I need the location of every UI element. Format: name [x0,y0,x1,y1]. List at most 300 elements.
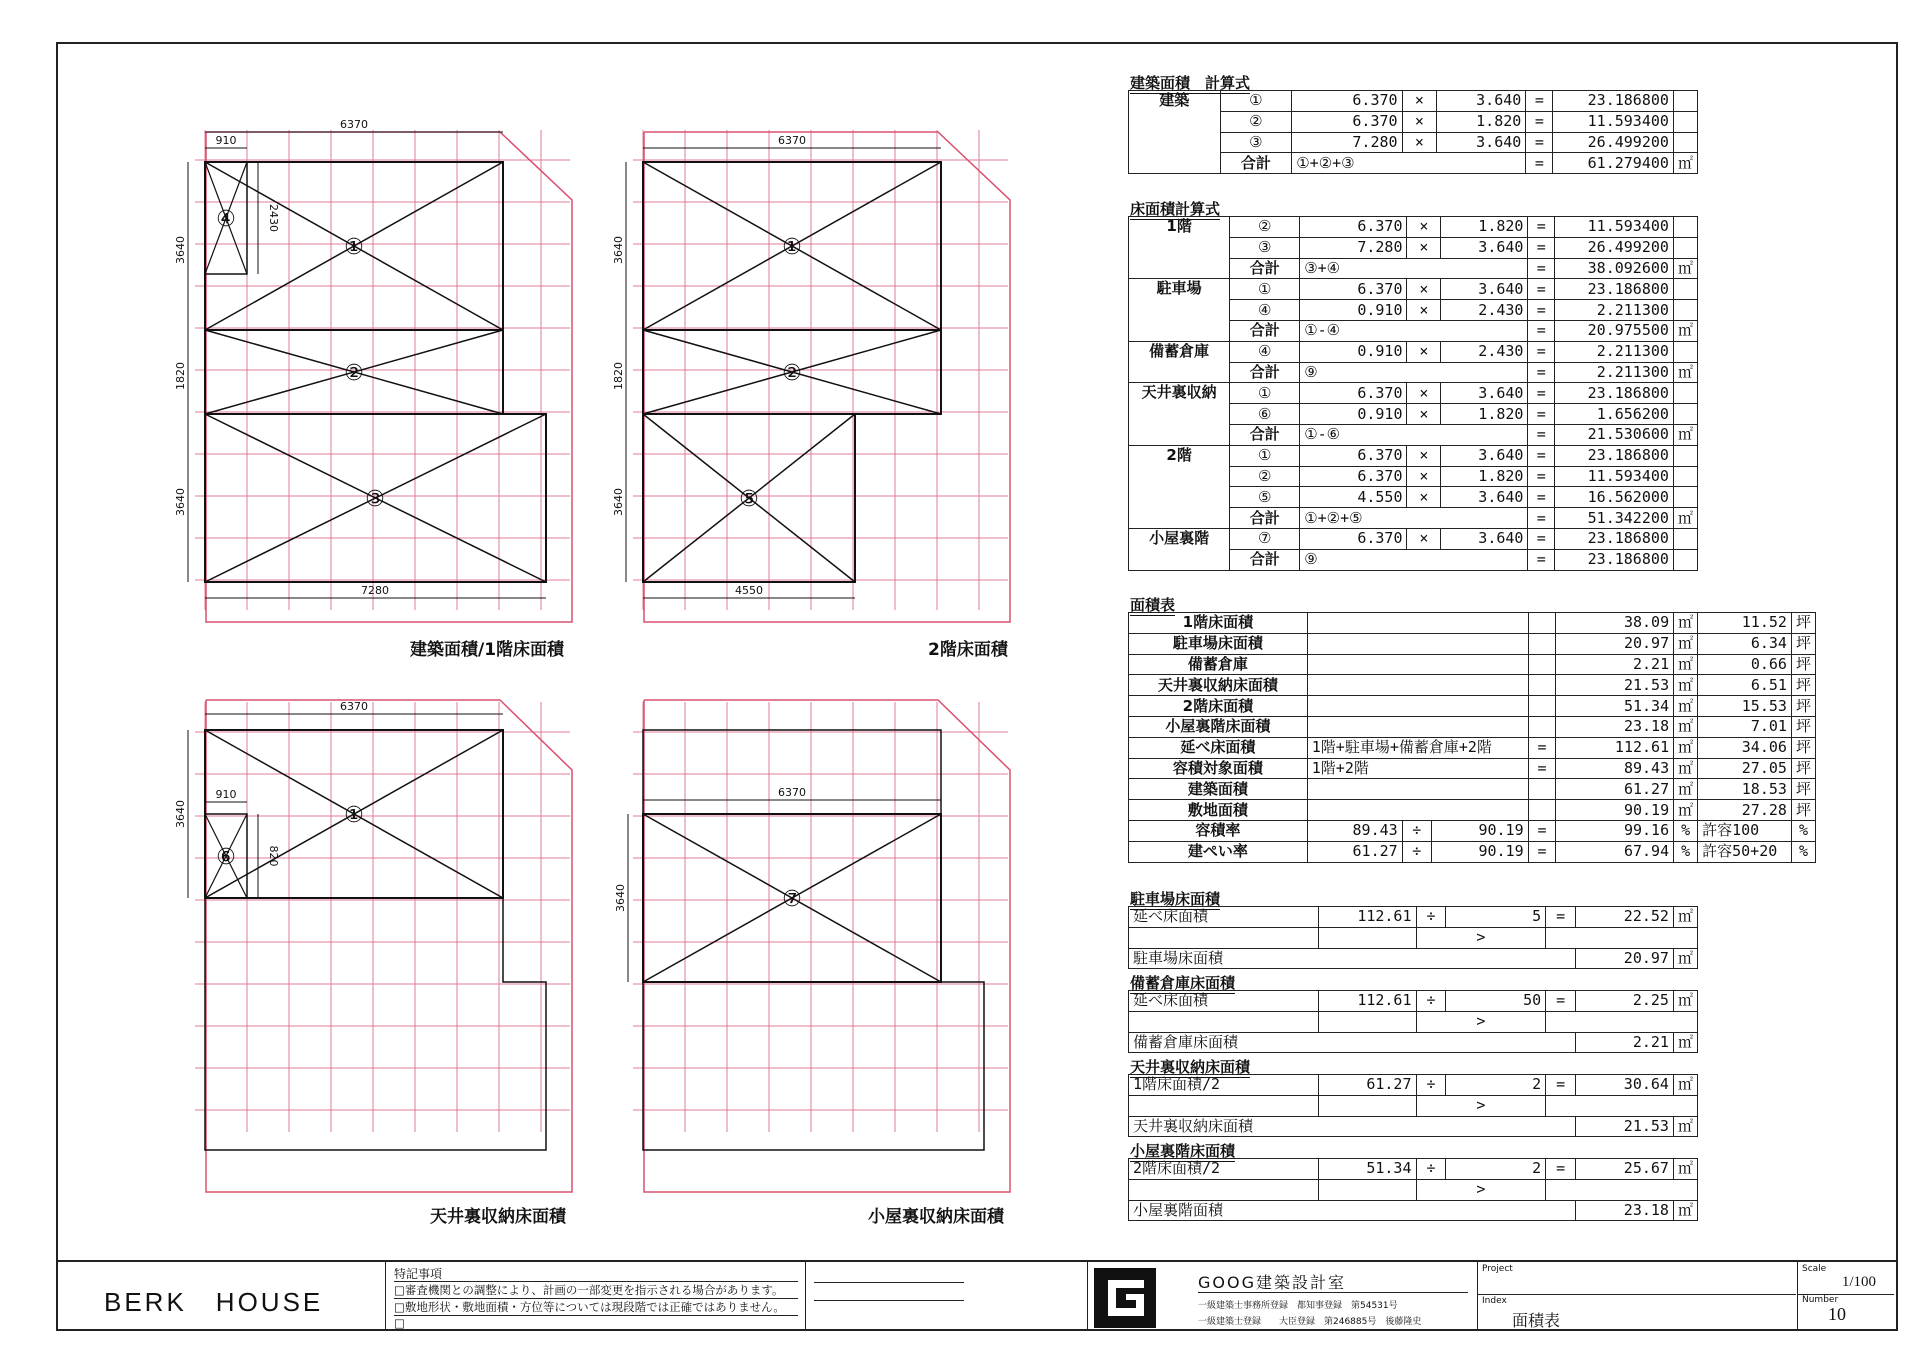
dim-top-small: 910 [215,134,237,147]
table-cell: 21.53 [1576,1116,1674,1137]
table-cell: ④ [1230,300,1300,321]
table-cell: 112.61 [1318,907,1416,928]
table-cell: 0.910 [1300,341,1407,362]
table-cell: = [1528,737,1556,758]
table-cell: 坪 [1791,654,1815,675]
table-cell: ⑨ [1300,362,1528,383]
table-row [1129,1011,1698,1032]
table-cell: 7.280 [1300,237,1407,258]
check-table [1128,906,1698,969]
title-block [56,1260,1898,1331]
table-cell: 6.370 [1300,279,1407,300]
table-cell: 30.64 [1576,1075,1674,1096]
firm-reg-2: 一級建築士登録 大臣登録 第246885号 後藤隆史 [1198,1317,1422,1327]
table-row [1129,927,1698,948]
table-cell [1673,237,1697,258]
table-cell: 2.21 [1576,1032,1674,1053]
area-label: ③ [365,487,385,512]
table-cell: ㎡ [1673,320,1697,341]
table-cell: ㎡ [1673,907,1697,928]
table-cell: ÷ [1402,841,1431,862]
table-cell: ㎡ [1674,800,1698,821]
check-title: 備蓄倉庫床面積 [1130,974,1236,992]
table-cell: ㎡ [1673,1200,1697,1221]
table-cell: 6.370 [1300,383,1407,404]
table-cell: 小屋裏階面積 [1129,1200,1576,1221]
table-cell: 5 [1446,907,1546,928]
group-label: 天井裏収納 [1129,383,1230,445]
table-cell: 25.67 [1576,1159,1674,1180]
group-label: 駐車場 [1129,279,1230,341]
table-cell [1546,1011,1698,1032]
table-cell: ÷ [1416,991,1446,1012]
table-cell [1528,696,1556,717]
kenchiku-table [1128,90,1698,174]
table-cell: ㎡ [1673,424,1697,445]
table-cell: = [1528,528,1555,549]
table-cell: ㎡ [1673,1159,1697,1180]
plan-svg [174,118,600,640]
table-cell: 21.530600 [1555,424,1674,445]
table-cell: ①+②+③ [1292,153,1526,174]
table-cell: = [1528,341,1555,362]
table-cell [1546,1095,1698,1116]
table-cell [1307,696,1528,717]
table-cell: 1.820 [1441,404,1528,425]
table-cell: 3.640 [1437,91,1526,112]
table-cell: = [1528,362,1555,383]
project-index-cell [1478,1262,1798,1331]
table-cell: 15.53 [1698,696,1792,717]
table-cell: 89.43 [1556,758,1674,779]
table-cell: 0.910 [1300,300,1407,321]
firm-name: GOOG建築設計室 [1198,1273,1346,1292]
table-cell: ㎡ [1674,737,1698,758]
table-cell: ㎡ [1673,1075,1697,1096]
table-cell [1307,654,1528,675]
table-cell: 延べ床面積 [1129,737,1308,758]
table-cell: 2.211300 [1555,341,1674,362]
table-cell: 90.19 [1431,841,1528,862]
area-label: ① [344,803,364,828]
scale-value: 1/100 [1841,1274,1876,1290]
table-cell [1307,675,1528,696]
dim-top: 6370 [778,134,806,147]
table-row [1129,383,1698,404]
table-cell: ㎡ [1673,508,1697,529]
table-row [1129,696,1816,717]
table-cell: ㎡ [1674,696,1698,717]
table-cell: = [1528,549,1555,570]
table-cell: 合計 [1230,320,1300,341]
table-cell: = [1528,841,1556,862]
table-cell: 3.640 [1441,487,1528,508]
table-cell: ⑥ [1230,404,1300,425]
table-row [1129,948,1698,969]
table-cell: 51.34 [1318,1159,1416,1180]
table-cell: 27.05 [1698,758,1792,779]
table-cell [1673,91,1697,112]
table-cell: ①-④ [1300,320,1528,341]
table-cell: 6.34 [1698,633,1792,654]
menseki-title: 面積表 [1130,596,1176,614]
table-cell: 2.430 [1441,341,1528,362]
table-cell: ㎡ [1673,153,1697,174]
table-cell: 99.16 [1556,820,1674,841]
table-cell: 6.51 [1698,675,1792,696]
table-cell: 坪 [1791,675,1815,696]
area-label: ④ [216,207,236,232]
table-cell: ㎡ [1674,675,1698,696]
table-cell: 11.593400 [1555,466,1674,487]
table-cell: 11.52 [1698,613,1792,634]
table-cell: 駐車場床面積 [1129,948,1576,969]
table-cell: 11.593400 [1553,111,1674,132]
project-label: Project [1482,1264,1513,1274]
table-cell: 6.370 [1292,91,1402,112]
table-cell: 2.211300 [1555,300,1674,321]
table-cell: 1.820 [1441,217,1528,238]
index-label: Index [1482,1296,1507,1306]
table-cell [1673,300,1697,321]
table-cell: 2.430 [1441,300,1528,321]
table-cell: ㎡ [1674,779,1698,800]
table-row [1129,217,1698,238]
table-cell: 天井裏収納床面積 [1129,1116,1576,1137]
table-cell: % [1674,841,1698,862]
table-cell: ㎡ [1674,633,1698,654]
table-cell: ① [1230,445,1300,466]
table-cell: 6.370 [1300,445,1407,466]
table-cell: 51.342200 [1555,508,1674,529]
menseki-table [1128,612,1816,863]
table-cell: 112.61 [1556,737,1674,758]
table-cell: 3.640 [1441,445,1528,466]
dim-left-upper: 3640 [612,236,625,264]
table-cell [1528,654,1556,675]
table-cell: 1.820 [1437,111,1526,132]
table-cell: × [1407,466,1441,487]
table-cell: = [1528,487,1555,508]
note-2: □敷地形状・敷地面積・方位等については現段階では正確ではありません。 [394,1298,798,1315]
table-cell [1129,1011,1319,1032]
table-cell: 合計 [1230,424,1300,445]
table-cell: × [1407,217,1441,238]
table-row [1129,91,1698,112]
table-cell: = [1528,320,1555,341]
table-cell: = [1526,91,1553,112]
table-cell [1673,528,1697,549]
table-cell: 6.370 [1300,528,1407,549]
table-cell: 1.656200 [1555,404,1674,425]
table-cell: ② [1230,466,1300,487]
table-cell: = [1546,1075,1576,1096]
table-cell: 坪 [1791,758,1815,779]
table-cell: ③ [1230,237,1300,258]
table-row [1129,907,1698,928]
table-cell: ① [1230,383,1300,404]
table-row [1129,1179,1698,1200]
table-cell: ② [1230,217,1300,238]
table-cell: = [1546,907,1576,928]
dim-left-lower: 3640 [612,488,625,516]
table-cell [1528,716,1556,737]
table-cell: 89.43 [1307,820,1402,841]
table-cell [1673,445,1697,466]
table-cell: 坪 [1791,779,1815,800]
table-cell [1673,217,1697,238]
table-cell: ⑤ [1230,487,1300,508]
table-cell: 20.975500 [1555,320,1674,341]
table-cell: = [1528,258,1555,279]
table-cell: = [1546,991,1576,1012]
table-cell: 23.18 [1576,1200,1674,1221]
table-cell: × [1407,404,1441,425]
table-cell: ② [1220,111,1292,132]
table-cell: ③+④ [1300,258,1528,279]
table-cell: 建ぺい率 [1129,841,1308,862]
table-cell: = [1528,300,1555,321]
greater-than-sign: > [1416,1179,1546,1200]
table-cell: 50 [1446,991,1546,1012]
table-row [1129,737,1816,758]
table-cell: × [1402,91,1437,112]
table-cell: = [1528,279,1555,300]
plan-caption: 2階床面積 [928,640,1008,660]
dim-top-small: 910 [215,788,237,801]
kenchiku-title: 建築面積 計算式 [1130,74,1251,92]
table-cell: = [1528,466,1555,487]
table-cell [1528,675,1556,696]
table-cell: 合計 [1230,362,1300,383]
table-cell: = [1528,237,1555,258]
table-cell: × [1407,383,1441,404]
table-cell: 合計 [1230,258,1300,279]
table-cell [1129,927,1319,948]
table-cell: 90.19 [1556,800,1674,821]
table-cell: ㎡ [1673,948,1697,969]
table-cell: 11.593400 [1555,217,1674,238]
table-cell: ㎡ [1674,613,1698,634]
plan-svg [174,692,600,1212]
table-cell [1673,466,1697,487]
table-cell: × [1402,111,1437,132]
table-cell: 3.640 [1441,528,1528,549]
table-cell: ① [1220,91,1292,112]
table-cell: 23.186800 [1555,279,1674,300]
table-cell: 2 [1446,1159,1546,1180]
table-cell: = [1528,404,1555,425]
table-cell [1673,279,1697,300]
table-cell: 20.97 [1556,633,1674,654]
table-cell [1307,613,1528,634]
table-cell: 27.28 [1698,800,1792,821]
table-cell: 61.27 [1556,779,1674,800]
plan-attic-storage [174,692,600,1227]
table-cell [1307,716,1528,737]
table-cell: 3.640 [1437,132,1526,153]
table-cell: ÷ [1416,1075,1446,1096]
table-cell: 延べ床面積 [1129,991,1319,1012]
table-cell: = [1528,758,1556,779]
table-cell: × [1407,237,1441,258]
index-value: 面積表 [1512,1311,1561,1330]
dim-left-upper: 3640 [174,236,187,264]
table-cell: 坪 [1791,696,1815,717]
dim-left: 3640 [174,800,187,828]
table-cell: 許容100 [1698,820,1792,841]
group-label: 2階 [1129,445,1230,528]
table-cell [1673,487,1697,508]
table-row [1129,758,1816,779]
dim-small-v: 820 [267,845,280,867]
table-row [1129,675,1816,696]
table-cell: ㎡ [1674,758,1698,779]
table-cell [1318,1011,1416,1032]
table-cell [1318,927,1416,948]
dim-small-v: 2430 [267,204,280,232]
dim-bottom: 7280 [361,584,389,597]
project-name-cell [56,1262,386,1331]
group-label: 小屋裏階 [1129,528,1230,570]
table-cell: 敷地面積 [1129,800,1308,821]
area-label: ⑥ [216,845,236,870]
table-cell: × [1402,132,1437,153]
table-cell: 備蓄倉庫床面積 [1129,1032,1576,1053]
table-cell: 23.186800 [1555,383,1674,404]
table-cell: 38.092600 [1555,258,1674,279]
table-cell [1673,404,1697,425]
table-cell: 7.01 [1698,716,1792,737]
table-row [1129,820,1816,841]
dim-left-lower: 3640 [174,488,187,516]
table-cell: × [1407,528,1441,549]
table-cell: 21.53 [1556,675,1674,696]
table-cell: 90.19 [1431,820,1528,841]
table-cell: = [1526,153,1553,174]
table-cell: 小屋裏階床面積 [1129,716,1308,737]
table-cell: 3.640 [1441,279,1528,300]
firm-cell [1088,1262,1478,1331]
table-row [1129,1159,1698,1180]
table-row [1129,991,1698,1012]
table-cell [1528,633,1556,654]
table-cell: ㎡ [1673,258,1697,279]
table-cell [1546,1179,1698,1200]
table-cell: 2.25 [1576,991,1674,1012]
table-cell: 合計 [1220,153,1292,174]
plan-svg [612,120,1038,640]
table-cell: 坪 [1791,800,1815,821]
notes-cell [386,1262,806,1331]
table-cell: 6.370 [1292,111,1402,132]
table-cell: 合計 [1230,508,1300,529]
table-cell: × [1407,300,1441,321]
table-cell: % [1791,820,1815,841]
table-cell: 0.910 [1300,404,1407,425]
table-cell: × [1407,279,1441,300]
number-label: Number [1802,1295,1839,1305]
yuka-title: 床面積計算式 [1130,200,1221,218]
area-label: ② [782,361,802,386]
plan-caption: 天井裏収納床面積 [430,1207,566,1227]
table-cell: 2.211300 [1555,362,1674,383]
table-cell: ㎡ [1673,362,1697,383]
greater-than-sign: > [1416,1095,1546,1116]
area-label: ⑦ [782,887,802,912]
table-cell: 備蓄倉庫 [1129,654,1308,675]
table-cell: 23.186800 [1553,91,1674,112]
table-cell [1673,549,1697,570]
table-cell: ㎡ [1674,654,1698,675]
table-cell: 7.280 [1292,132,1402,153]
scale-number-cell [1798,1262,1896,1331]
area-label: ① [782,235,802,260]
table-cell [1528,613,1556,634]
table-cell: 26.499200 [1555,237,1674,258]
table-cell: 16.562000 [1555,487,1674,508]
table-cell: ÷ [1416,1159,1446,1180]
table-cell: 建築面積 [1129,779,1308,800]
table-cell [1673,132,1697,153]
table-cell: 2.21 [1556,654,1674,675]
table-cell: ㎡ [1673,1116,1697,1137]
table-cell [1673,383,1697,404]
table-cell: 34.06 [1698,737,1792,758]
table-cell: 2 [1446,1075,1546,1096]
table-cell: 2階床面積 [1129,696,1308,717]
table-cell: × [1407,445,1441,466]
table-cell: 23.18 [1556,716,1674,737]
table-cell: 67.94 [1556,841,1674,862]
area-label: ⑤ [739,487,759,512]
table-cell: 23.186800 [1555,549,1674,570]
table-cell: 0.66 [1698,654,1792,675]
scale-label: Scale [1802,1264,1827,1274]
table-cell: 容積対象面積 [1129,758,1308,779]
table-cell: = [1526,111,1553,132]
table-cell: 天井裏収納床面積 [1129,675,1308,696]
table-cell: 18.53 [1698,779,1792,800]
table-row [1129,841,1816,862]
table-row [1129,1200,1698,1221]
table-cell: = [1528,383,1555,404]
table-cell: 合計 [1230,549,1300,570]
table-cell [1673,111,1697,132]
check-title: 小屋裏階床面積 [1130,1142,1236,1160]
check-title: 天井裏収納床面積 [1130,1058,1251,1076]
yuka-table [1128,216,1698,571]
table-cell: ① [1230,279,1300,300]
table-row [1129,716,1816,737]
table-row [1129,779,1816,800]
dim-left: 3640 [614,884,627,912]
table-cell: % [1791,841,1815,862]
table-cell: ④ [1230,341,1300,362]
dim-left-mid: 1820 [612,362,625,390]
plan-svg [614,692,1038,1212]
table-cell: ③ [1220,132,1292,153]
firm-reg-1: 一級建築士事務所登録 都知事登録 第54531号 [1198,1301,1398,1311]
table-cell: ①-⑥ [1300,424,1528,445]
table-cell: 駐車場床面積 [1129,633,1308,654]
table-cell: 1階床面積 [1129,613,1308,634]
table-row [1129,1075,1698,1096]
table-row [1129,445,1698,466]
table-row [1129,341,1698,362]
table-row [1129,1095,1698,1116]
table-cell: × [1407,487,1441,508]
